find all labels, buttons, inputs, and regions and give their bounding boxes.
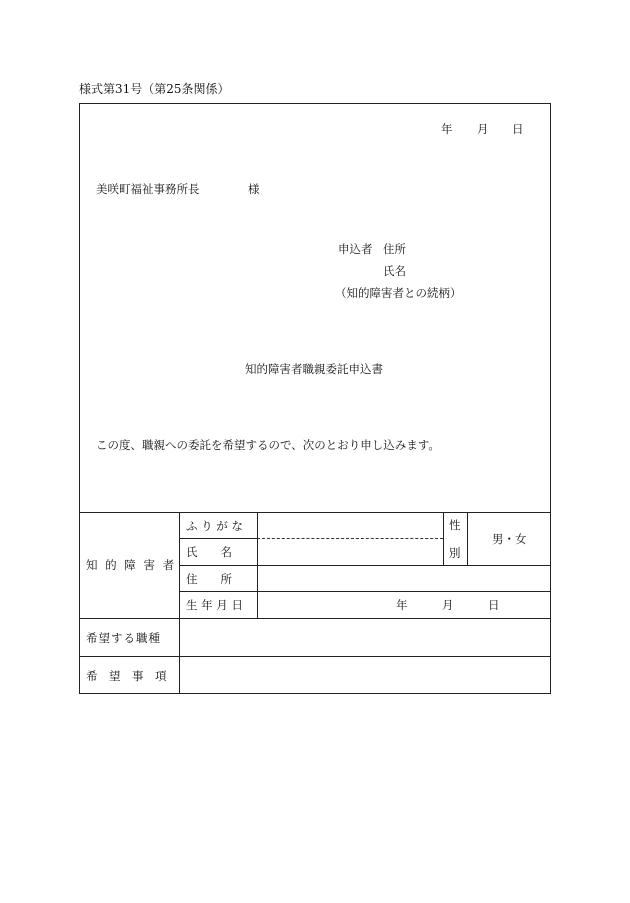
- date-month-label: 月: [477, 122, 489, 136]
- address-row-bottom-rule: [179, 591, 551, 592]
- desired-items-label: 希 望 事 項: [86, 669, 167, 683]
- birthdate-row-bottom-rule: [79, 618, 551, 619]
- sex-column-left-rule: [443, 512, 444, 565]
- applicant-name-label: 氏名: [383, 264, 406, 278]
- name-row-bottom-rule: [179, 565, 551, 566]
- table-top-rule: [79, 512, 551, 513]
- desired-job-label: 希望する職種: [86, 631, 161, 645]
- form-number: 様式第31号（第25条関係）: [79, 82, 230, 96]
- body-text: この度、職親への委託を希望するので、次のとおり申し込みます。: [96, 438, 440, 452]
- birth-day-label: 日: [488, 598, 500, 612]
- sex-column-right-rule: [467, 512, 468, 565]
- applicant-label: 申込者: [338, 242, 373, 256]
- document-title: 知的障害者職親委託申込書: [245, 362, 383, 376]
- furigana-label: ふ り が な: [186, 519, 243, 533]
- sex-value: 男・女: [492, 532, 527, 546]
- birthdate-label: 生 年 月 日: [186, 598, 243, 612]
- sex-label-top: 性: [449, 518, 461, 532]
- birth-month-label: 月: [442, 598, 454, 612]
- label-column-rule: [179, 512, 180, 694]
- furigana-divider: [257, 538, 443, 539]
- date-year-label: 年: [441, 122, 453, 136]
- furigana-label-divider: [179, 538, 257, 539]
- address-label: 住 所: [186, 572, 232, 586]
- sex-label-bottom: 別: [449, 546, 461, 560]
- honorific: 様: [248, 182, 260, 196]
- birth-year-label: 年: [396, 598, 408, 612]
- applicant-address-label: 住所: [383, 242, 406, 256]
- name-label: 氏 名: [186, 545, 232, 559]
- job-row-bottom-rule: [79, 656, 551, 657]
- date-day-label: 日: [512, 122, 524, 136]
- applicant-relation-label: （知的障害者との続柄）: [335, 286, 462, 300]
- recipient: 美咲町福祉事務所長: [96, 182, 200, 196]
- person-label: 知 的 障 害 者: [86, 558, 177, 572]
